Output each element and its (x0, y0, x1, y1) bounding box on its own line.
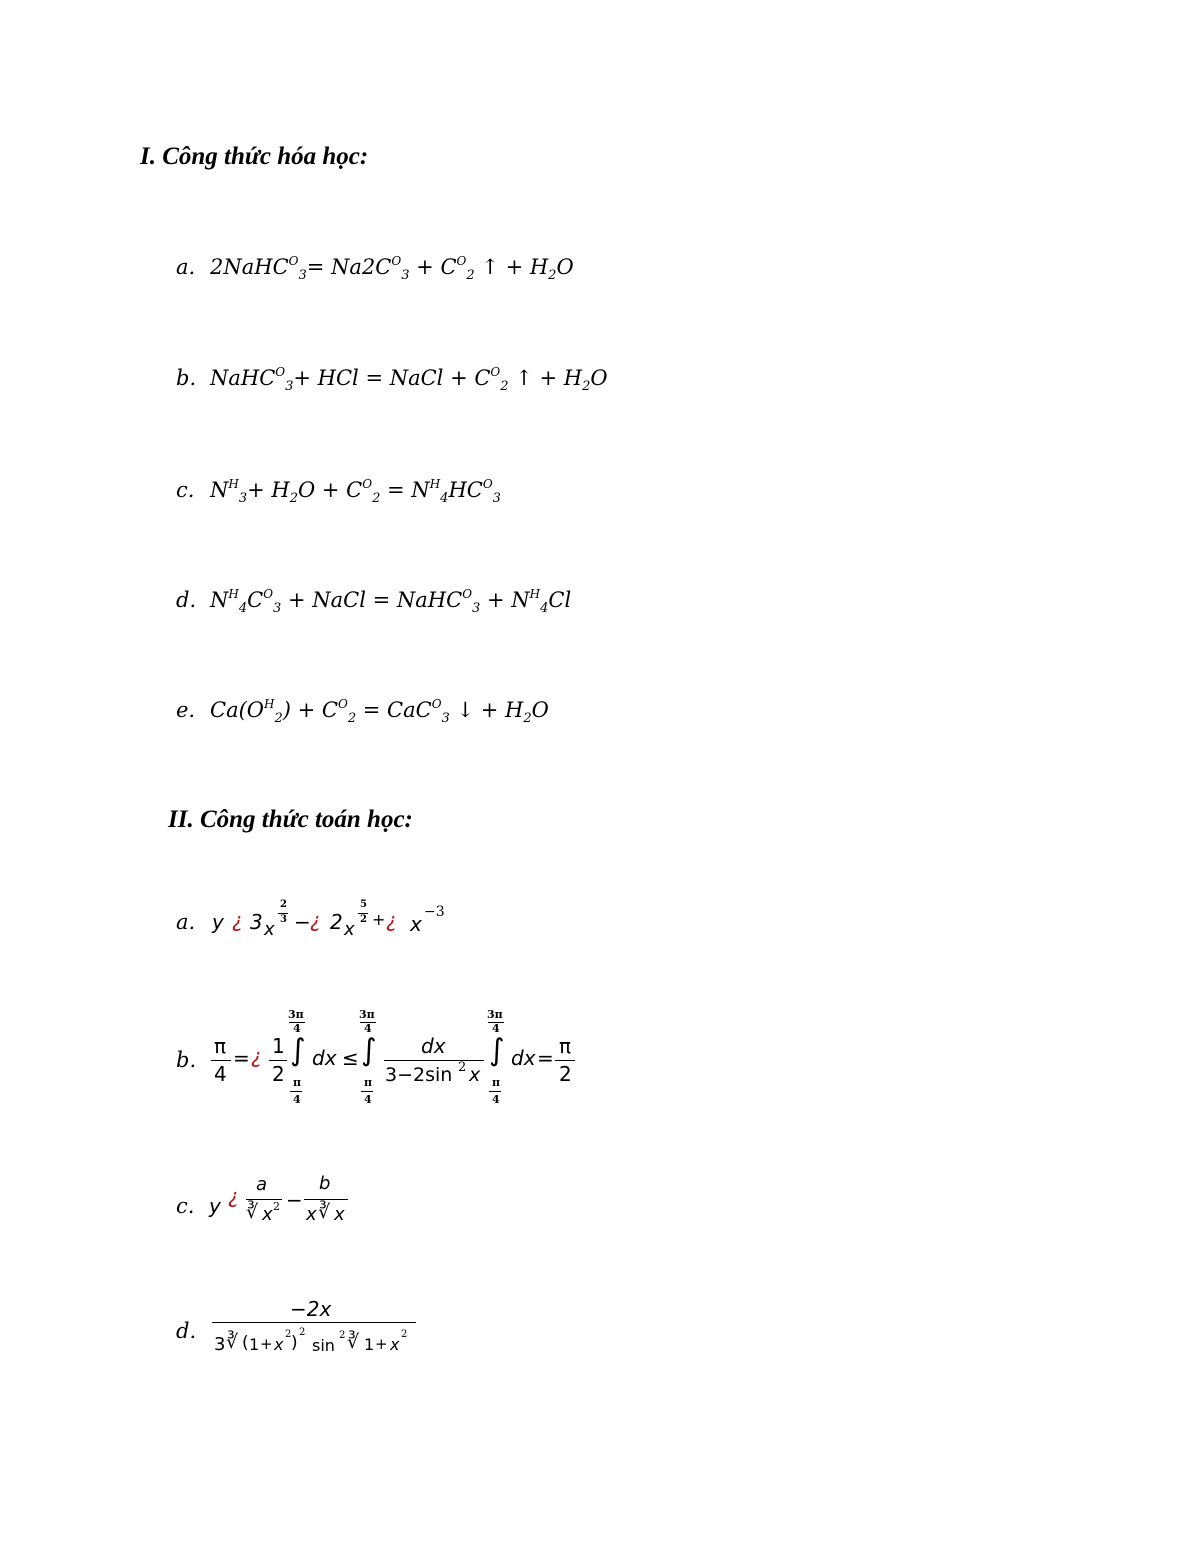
math-glyph: 3 (280, 914, 287, 925)
math-glyph: 3−2sin (385, 1064, 453, 1086)
math-glyph: x (344, 919, 355, 940)
equation-label: e. (176, 698, 196, 722)
fraction-bar (489, 1091, 501, 1092)
math-glyph: 3π (359, 1008, 375, 1021)
math-glyph: x (334, 1204, 345, 1225)
math-glyph: 2 (285, 1329, 292, 1340)
math-glyph: π (559, 1034, 572, 1058)
fraction-bar (361, 1091, 373, 1092)
section-heading-math: II. Công thức toán học: (168, 806, 413, 833)
fraction-bar (304, 1199, 348, 1200)
math-glyph: b (319, 1173, 331, 1194)
math-glyph: 4 (293, 1022, 301, 1035)
math-glyph: dx (421, 1034, 446, 1058)
math-glyph: ¿ (228, 1184, 239, 1208)
math-glyph: x (306, 1204, 317, 1225)
math-glyph: x (410, 912, 422, 936)
math-glyph: 4 (364, 1093, 372, 1106)
math-glyph: x (274, 1335, 284, 1354)
math-glyph: 1 (364, 1335, 375, 1354)
math-glyph: sin (312, 1336, 335, 1355)
chem-equation-c: c. $N^H_3+ H_2O + C^O_2 = N^H_4HC^O_3$ (176, 477, 501, 506)
equation-label: c. (176, 478, 195, 502)
fraction-bar (290, 1091, 302, 1092)
math-glyph: π (364, 1076, 373, 1089)
math-glyph: + (260, 1335, 273, 1353)
math-glyph: 2 (273, 1200, 280, 1213)
math-glyph: ( (242, 1333, 249, 1353)
math-glyph: dx (511, 1046, 536, 1070)
math-glyph: ∛ (347, 1331, 360, 1353)
math-glyph: = (537, 1046, 554, 1070)
math-glyph: 2 (339, 1330, 346, 1341)
fraction-bar (269, 1060, 287, 1061)
math-glyph: 4 (364, 1022, 372, 1035)
math-glyph: 2 (272, 1062, 285, 1086)
math-glyph: ∛ (318, 1201, 331, 1223)
math-glyph: 2 (559, 1062, 572, 1086)
fraction-bar (211, 1060, 231, 1061)
integral-sign: ∫ (489, 1033, 505, 1068)
math-glyph: ∛ (226, 1331, 239, 1353)
math-glyph: y (212, 910, 224, 934)
formula-label: a. (176, 910, 196, 934)
math-glyph: a (256, 1174, 268, 1195)
math-glyph: 3 (250, 910, 263, 934)
formula-label: c. (176, 1194, 195, 1218)
math-formula-b (176, 1008, 596, 1108)
math-glyph: ¿ (232, 908, 243, 932)
formula-label: b. (176, 1048, 197, 1072)
equation-label: a. (176, 255, 196, 279)
math-glyph: + (375, 1335, 388, 1353)
math-glyph: −3 (424, 904, 445, 920)
formula-label: d. (176, 1319, 197, 1343)
math-glyph: 2 (360, 914, 367, 925)
chem-equation-d: d. $N^H_4C^O_3$ + NaCl = NaHC$^O_3$ + $N^H_4Cl$ (176, 587, 572, 616)
math-glyph: ¿ (251, 1044, 262, 1068)
math-glyph: 2 (458, 1060, 467, 1075)
math-glyph: = (233, 1046, 250, 1070)
chem-equation-e: e. $Ca(O^H_2) + C^O_2 = CaC^O_3$ ↓ + $H_2O$ (176, 697, 549, 726)
math-glyph: 5 (360, 899, 367, 910)
section-heading-chemistry: I. Công thức hóa học: (140, 143, 369, 170)
math-glyph: π (492, 1076, 501, 1089)
integral-sign: ∫ (290, 1033, 306, 1068)
math-glyph: 2 (299, 1327, 306, 1338)
math-glyph: y (209, 1194, 221, 1218)
math-glyph: 4 (293, 1093, 301, 1106)
math-glyph: 2 (330, 910, 343, 934)
fraction-bar (384, 1060, 484, 1061)
math-glyph: π (214, 1034, 227, 1058)
chem-equation-a: a. 2NaHC$^O_3$= $Na2C^O_3 + C^O_2$ ↑ + $H_2O$ (176, 254, 574, 283)
equation-label: b. (176, 366, 197, 390)
math-formula-c (176, 1168, 376, 1238)
math-glyph: dx (312, 1046, 337, 1070)
math-glyph: 3 (214, 1334, 226, 1355)
math-glyph: ¿ (310, 908, 321, 932)
fraction-bar (212, 1322, 416, 1323)
math-glyph: ∛ (246, 1201, 259, 1223)
math-glyph: − (286, 1188, 303, 1212)
equation-label: d. (176, 588, 197, 612)
math-glyph: x (390, 1335, 400, 1354)
math-formula-d (176, 1295, 436, 1365)
math-glyph: ≤ (342, 1046, 359, 1070)
fraction-bar (555, 1060, 575, 1061)
math-glyph: 3π (487, 1008, 503, 1021)
chem-equation-b: b. NaHC$^O_3$+ HCl = NaCl + $C^O_2$ ↑ + $H_2O$ (176, 365, 608, 394)
math-glyph: 1 (272, 1034, 285, 1058)
math-glyph: x (264, 919, 275, 940)
math-glyph: 1 (249, 1335, 260, 1354)
math-glyph: 4 (492, 1022, 500, 1035)
math-glyph: x (469, 1064, 481, 1086)
math-glyph: −2x (290, 1297, 332, 1321)
math-glyph: 3π (288, 1008, 304, 1021)
math-glyph: 4 (492, 1093, 500, 1106)
math-glyph: π (293, 1076, 302, 1089)
math-glyph: 4 (214, 1062, 227, 1086)
math-glyph: − (294, 910, 311, 934)
integral-sign: ∫ (361, 1033, 377, 1068)
math-glyph: ¿ (386, 908, 397, 932)
math-glyph: 2 (280, 899, 287, 910)
math-glyph: x (262, 1204, 273, 1225)
math-glyph: ) (291, 1333, 298, 1353)
math-glyph: 2 (401, 1329, 408, 1340)
math-glyph: + (372, 910, 386, 929)
